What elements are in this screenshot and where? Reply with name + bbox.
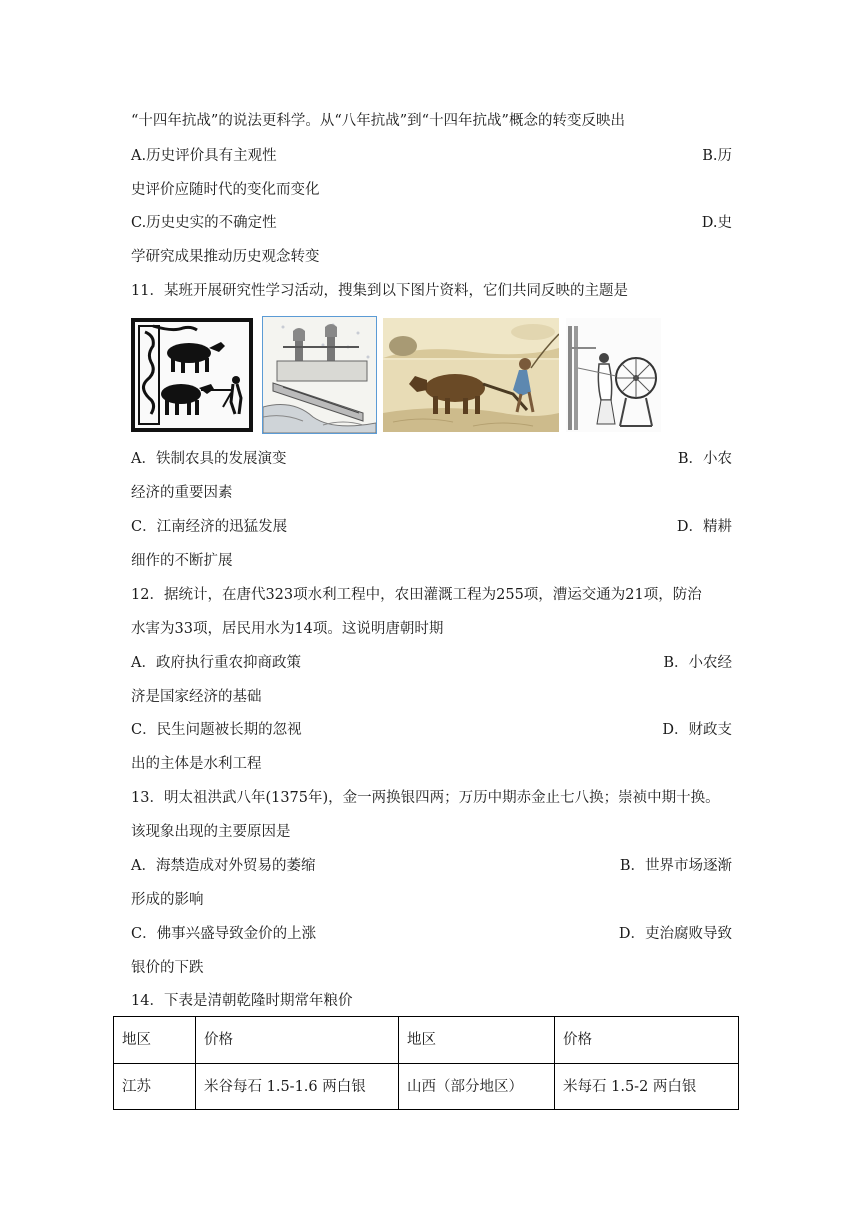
table-header-cell: 地区 [114,1017,196,1064]
q12-option-d-head: D．财政支 [662,722,732,738]
ox-plowing-woodcut-image [131,318,253,432]
table-cell: 山西（部分地区） [399,1064,555,1110]
q10-option-a: A.历史评价具有主观性 [131,148,277,164]
grain-price-table [113,1016,739,1110]
q12-option-b-tail: 济是国家经济的基础 [131,689,262,705]
table-cell: 米谷每石 1.5-1.6 两白银 [196,1064,399,1110]
q11-stem: 11．某班开展研究性学习活动，搜集到以下图片资料，它们共同反映的主题是 [131,283,628,299]
q11-option-b-tail: 经济的重要因素 [131,485,233,501]
table-header-cell: 价格 [555,1017,739,1064]
q13-option-d-tail: 银价的下跌 [131,960,204,976]
table-cell: 江苏 [114,1064,196,1110]
table-header-cell: 地区 [399,1017,555,1064]
q12-option-c: C．民生问题被长期的忽视 [131,722,302,738]
q12-option-d-tail: 出的主体是水利工程 [131,756,262,772]
q10-option-d-head: D.史 [701,215,732,231]
q13-option-c: C．佛事兴盛导致金价的上涨 [131,926,317,942]
q13-option-b-tail: 形成的影响 [131,892,204,908]
q13-stem-line2: 该现象出现的主要原因是 [131,824,291,840]
q13-option-b-head: B．世界市场逐渐 [619,858,732,874]
table-header-cell: 价格 [196,1017,399,1064]
q13-option-a: A．海禁造成对外贸易的萎缩 [131,858,316,874]
q13-option-d-head: D．吏治腐败导致 [618,926,732,942]
q13-stem-line1: 13．明太祖洪武八年(1375年)，金一两换银四两；万历中期赤金止七八换；崇祯中期十换。 [131,790,720,806]
q12-option-b-head: B．小农经 [663,655,732,671]
water-wheel-drawing-image [262,316,377,434]
q12-stem-line1: 12．据统计，在唐代323项水利工程中，农田灌溉工程为255项，漕运交通为21项，防治 [131,587,702,603]
q10-option-d-tail: 学研究成果推动历史观念转变 [131,249,320,265]
table-cell: 米每石 1.5-2 两白银 [555,1064,739,1110]
q11-option-d-tail: 细作的不断扩展 [131,553,233,569]
spinning-wheel-drawing-image [566,318,661,432]
q11-option-b-head: B．小农 [677,451,732,467]
q12-stem-line2: 水害为33项，居民用水为14项。这说明唐朝时期 [131,621,444,637]
q14-stem: 14．下表是清朝乾隆时期常年粮价 [131,993,353,1009]
q11-option-a: A．铁制农具的发展演变 [131,451,287,467]
table-row [114,1064,739,1110]
ox-plowman-painting-image [383,318,559,432]
q10-option-c: C.历史史实的不确定性 [131,215,277,231]
q11-option-c: C．江南经济的迅猛发展 [131,519,288,535]
q12-option-a: A．政府执行重农抑商政策 [131,655,301,671]
q10-stem-cont: “十四年抗战”的说法更科学。从“八年抗战”到“十四年抗战”概念的转变反映出 [131,113,625,129]
q10-option-b-tail: 史评价应随时代的变化而变化 [131,182,320,198]
table-header-row [114,1017,739,1064]
q10-option-b-head: B.历 [702,148,732,164]
q11-option-d-head: D．精耕 [676,519,732,535]
